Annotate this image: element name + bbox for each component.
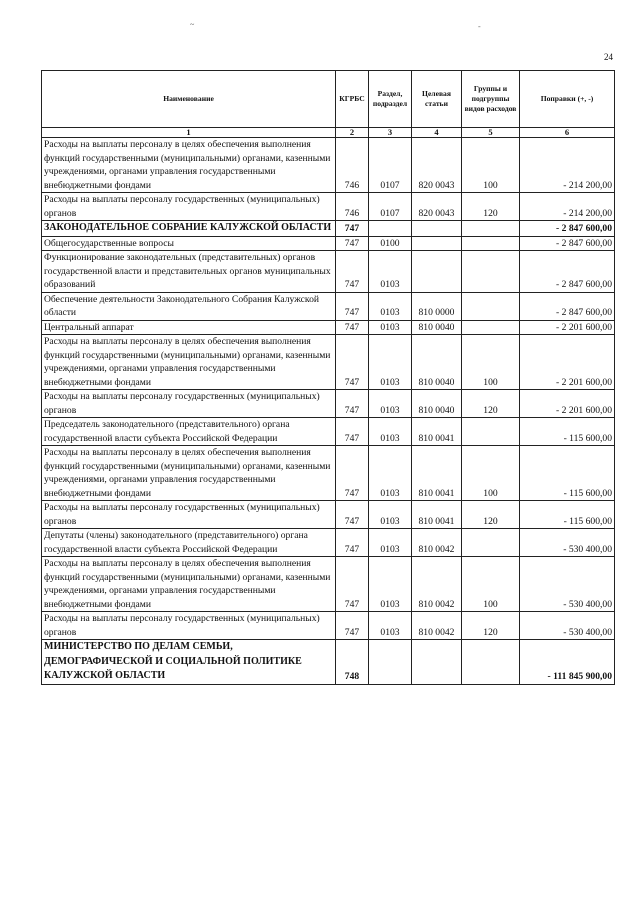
table-row <box>42 320 615 335</box>
row-vid <box>462 418 520 446</box>
row-vid <box>462 251 520 293</box>
row-vid <box>462 236 520 251</box>
row-kgrbs: 747 <box>336 320 369 335</box>
column-number: 4 <box>412 128 462 138</box>
row-celevaya: 810 0041 <box>412 446 462 501</box>
row-razdel: 0107 <box>369 193 412 221</box>
row-name: Расходы на выплаты персоналу государственных (муниципальных) органов <box>42 501 336 529</box>
row-celevaya: 810 0040 <box>412 390 462 418</box>
row-vid <box>462 640 520 685</box>
row-razdel: 0103 <box>369 529 412 557</box>
row-name: Обеспечение деятельности Законодательного Собрания Калужской области <box>42 292 336 320</box>
row-vid <box>462 320 520 335</box>
table-row <box>42 251 615 293</box>
column-number: 5 <box>462 128 520 138</box>
row-amount: - 2 201 600,00 <box>520 335 615 390</box>
row-razdel: 0103 <box>369 292 412 320</box>
table-row <box>42 138 615 193</box>
row-amount: - 2 847 600,00 <box>520 236 615 251</box>
row-vid: 100 <box>462 138 520 193</box>
table-row <box>42 640 615 685</box>
row-amount: - 214 200,00 <box>520 193 615 221</box>
row-amount: - 2 201 600,00 <box>520 390 615 418</box>
row-kgrbs: 746 <box>336 193 369 221</box>
header-celevaya: Целевая статьи <box>412 71 462 128</box>
row-celevaya: 810 0041 <box>412 418 462 446</box>
row-amount: - 2 847 600,00 <box>520 292 615 320</box>
row-amount: - 530 400,00 <box>520 529 615 557</box>
table-row <box>42 612 615 640</box>
row-kgrbs: 747 <box>336 529 369 557</box>
row-kgrbs: 748 <box>336 640 369 685</box>
row-vid <box>462 529 520 557</box>
header-name: Наименование <box>42 71 336 128</box>
table-row <box>42 221 615 237</box>
row-name: Расходы на выплаты персоналу в целях обеспечения выполнения функций государственными (муниципальными) органами, казенными учреждениями, органами управления государственными внебюджетными фондами <box>42 138 336 193</box>
row-razdel <box>369 221 412 237</box>
table-row <box>42 446 615 501</box>
row-name: Расходы на выплаты персоналу государственных (муниципальных) органов <box>42 390 336 418</box>
row-name: Расходы на выплаты персоналу в целях обеспечения выполнения функций государственными (муниципальными) органами, казенными учреждениями, органами управления государственными внебюджетными фондами <box>42 557 336 612</box>
row-razdel: 0103 <box>369 501 412 529</box>
row-vid: 120 <box>462 612 520 640</box>
header-gruppy: Группы и подгруппы видов расходов <box>462 71 520 128</box>
row-razdel: 0103 <box>369 612 412 640</box>
table-row <box>42 529 615 557</box>
row-amount: - 530 400,00 <box>520 557 615 612</box>
table-row <box>42 193 615 221</box>
row-celevaya: 820 0043 <box>412 193 462 221</box>
row-razdel: 0103 <box>369 335 412 390</box>
row-vid: 120 <box>462 501 520 529</box>
row-razdel: 0107 <box>369 138 412 193</box>
row-kgrbs: 747 <box>336 221 369 237</box>
row-vid: 100 <box>462 335 520 390</box>
row-name: Расходы на выплаты персоналу в целях обеспечения выполнения функций государственными (муниципальными) органами, казенными учреждениями, органами управления государственными внебюджетными фондами <box>42 446 336 501</box>
row-vid: 100 <box>462 446 520 501</box>
row-name: Расходы на выплаты персоналу государственных (муниципальных) органов <box>42 612 336 640</box>
row-kgrbs: 747 <box>336 292 369 320</box>
row-razdel: 0103 <box>369 251 412 293</box>
row-razdel: 0103 <box>369 390 412 418</box>
row-amount: - 2 201 600,00 <box>520 320 615 335</box>
budget-amendments-table <box>41 70 615 685</box>
row-amount: - 115 600,00 <box>520 501 615 529</box>
row-celevaya <box>412 251 462 293</box>
column-number: 2 <box>336 128 369 138</box>
row-name: Общегосударственные вопросы <box>42 236 336 251</box>
row-razdel: 0103 <box>369 418 412 446</box>
column-number: 3 <box>369 128 412 138</box>
header-kgrbs: КГРБС <box>336 71 369 128</box>
row-name: ЗАКОНОДАТЕЛЬНОЕ СОБРАНИЕ КАЛУЖСКОЙ ОБЛАСТИ <box>42 221 336 237</box>
table-row <box>42 418 615 446</box>
row-vid: 120 <box>462 193 520 221</box>
row-razdel: 0103 <box>369 446 412 501</box>
row-name: Председатель законодательного (представительного) органа государственной власти субъекта Российской Федерации <box>42 418 336 446</box>
row-celevaya <box>412 640 462 685</box>
row-kgrbs: 747 <box>336 390 369 418</box>
row-celevaya: 810 0042 <box>412 557 462 612</box>
row-vid: 100 <box>462 557 520 612</box>
row-celevaya: 820 0043 <box>412 138 462 193</box>
row-vid: 120 <box>462 390 520 418</box>
table-row <box>42 557 615 612</box>
row-celevaya: 810 0042 <box>412 612 462 640</box>
row-celevaya <box>412 236 462 251</box>
row-amount: - 115 600,00 <box>520 446 615 501</box>
row-kgrbs: 747 <box>336 501 369 529</box>
row-name: Расходы на выплаты персоналу в целях обеспечения выполнения функций государственными (муниципальными) органами, казенными учреждениями, органами управления государственными внебюджетными фондами <box>42 335 336 390</box>
row-vid <box>462 221 520 237</box>
table-row <box>42 292 615 320</box>
row-kgrbs: 747 <box>336 251 369 293</box>
row-vid <box>462 292 520 320</box>
row-kgrbs: 747 <box>336 236 369 251</box>
row-amount: - 115 600,00 <box>520 418 615 446</box>
row-amount: - 111 845 900,00 <box>520 640 615 685</box>
row-name: Функционирование законодательных (представительных) органов государственной власти и представительных органов муниципальных образований <box>42 251 336 293</box>
row-razdel <box>369 640 412 685</box>
scan-speck: - <box>478 22 481 31</box>
row-kgrbs: 747 <box>336 557 369 612</box>
row-razdel: 0103 <box>369 320 412 335</box>
row-kgrbs: 747 <box>336 612 369 640</box>
row-kgrbs: 747 <box>336 446 369 501</box>
page-number: 24 <box>604 52 613 62</box>
row-kgrbs: 746 <box>336 138 369 193</box>
row-kgrbs: 747 <box>336 335 369 390</box>
header-razdel: Раздел, подраздел <box>369 71 412 128</box>
column-number: 6 <box>520 128 615 138</box>
row-amount: - 530 400,00 <box>520 612 615 640</box>
table-row <box>42 236 615 251</box>
column-number-row <box>42 128 615 138</box>
table-row <box>42 501 615 529</box>
row-razdel: 0100 <box>369 236 412 251</box>
row-celevaya: 810 0000 <box>412 292 462 320</box>
table-row <box>42 335 615 390</box>
scan-speck: ~ <box>190 20 195 29</box>
header-popravki: Поправки (+, -) <box>520 71 615 128</box>
row-celevaya: 810 0041 <box>412 501 462 529</box>
table-header-row <box>42 71 615 128</box>
row-celevaya <box>412 221 462 237</box>
row-kgrbs: 747 <box>336 418 369 446</box>
row-amount: - 214 200,00 <box>520 138 615 193</box>
table-row <box>42 390 615 418</box>
row-name: Центральный аппарат <box>42 320 336 335</box>
row-amount: - 2 847 600,00 <box>520 221 615 237</box>
row-name: Депутаты (члены) законодательного (представительного) органа государственной власти субъекта Российской Федерации <box>42 529 336 557</box>
row-name: МИНИСТЕРСТВО ПО ДЕЛАМ СЕМЬИ, ДЕМОГРАФИЧЕСКОЙ И СОЦИАЛЬНОЙ ПОЛИТИКЕ КАЛУЖСКОЙ ОБЛАСТИ <box>42 640 336 685</box>
row-name: Расходы на выплаты персоналу государственных (муниципальных) органов <box>42 193 336 221</box>
row-razdel: 0103 <box>369 557 412 612</box>
column-number: 1 <box>42 128 336 138</box>
row-celevaya: 810 0040 <box>412 320 462 335</box>
row-amount: - 2 847 600,00 <box>520 251 615 293</box>
row-celevaya: 810 0042 <box>412 529 462 557</box>
row-celevaya: 810 0040 <box>412 335 462 390</box>
